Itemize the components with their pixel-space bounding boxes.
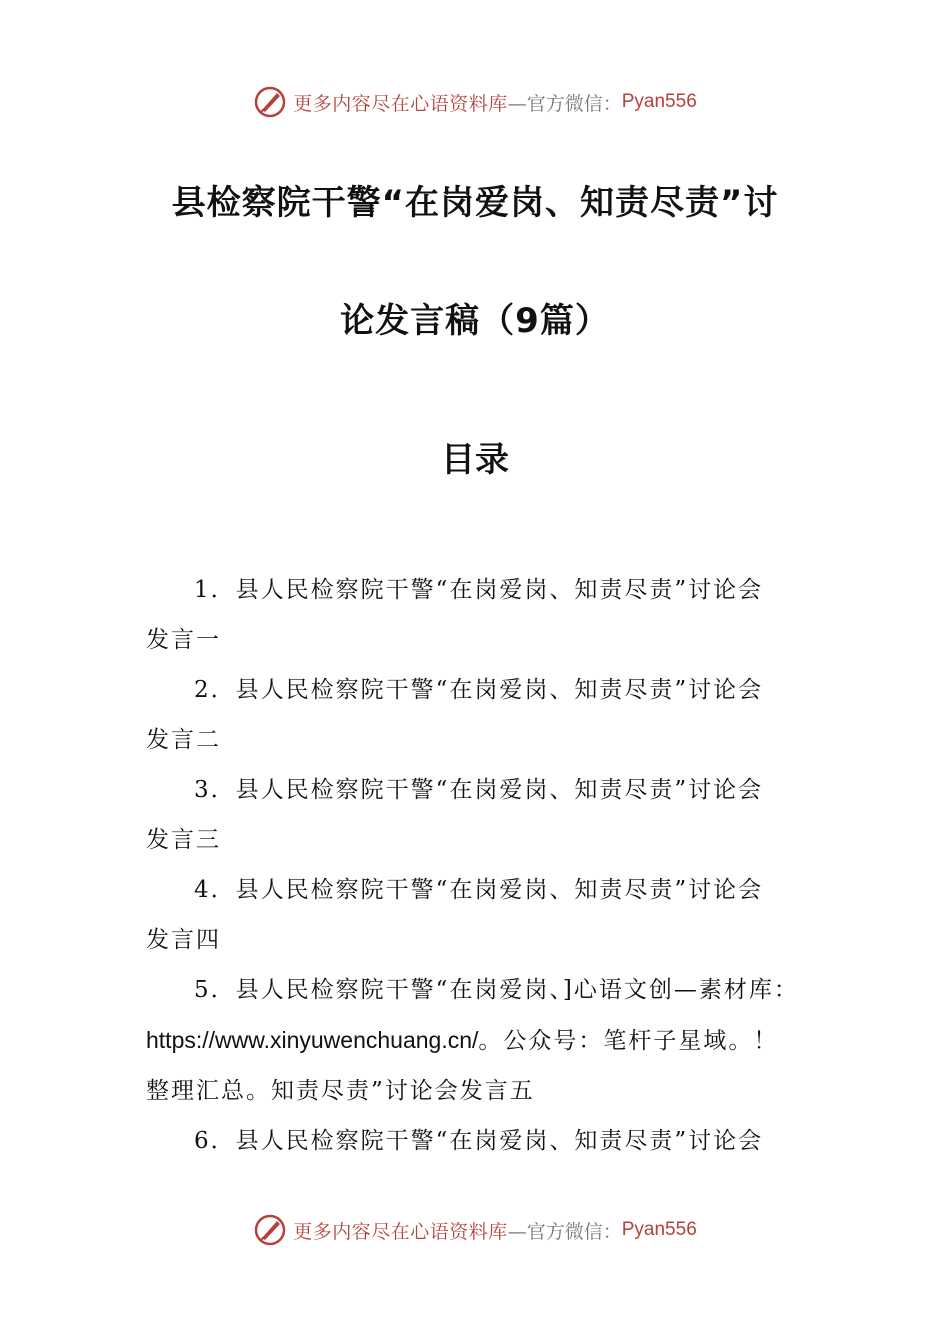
toc-heading: 目录 xyxy=(441,440,509,480)
header-watermark-banner xyxy=(0,82,950,122)
toc-item-2-cont: 发言二 xyxy=(146,727,221,753)
toc-item-4-cont: 发言四 xyxy=(146,927,221,953)
document-title-line-2: 论发言稿（9篇） xyxy=(340,301,610,341)
toc-item-6: 6．县人民检察院干警“在岗爱岗、知责尽责”讨论会 xyxy=(194,1128,764,1154)
toc-item-5: 5．县人民检察院干警“在岗爱岗、]心语文创—素材库： xyxy=(194,977,799,1003)
toc-item-1-cont: 发言一 xyxy=(146,627,221,653)
toc-item-3-cont: 发言三 xyxy=(146,827,221,853)
toc-item-5-cont: 整理汇总。知责尽责”讨论会发言五 xyxy=(146,1078,535,1104)
toc-item-5-url-line xyxy=(146,1015,836,1066)
toc-item-1: 1．县人民检察院干警“在岗爱岗、知责尽责”讨论会 xyxy=(194,577,764,603)
toc-item-3: 3．县人民检察院干警“在岗爱岗、知责尽责”讨论会 xyxy=(194,777,764,803)
quill-logo-icon xyxy=(253,85,287,119)
banner-brand-text: 更多内容尽在心语资料库 xyxy=(293,1220,508,1243)
toc-item-5-url-tail: 。公众号：笔杆子星域。！ xyxy=(478,1028,779,1054)
toc-item-5-url: https://www.xinyuwenchuang.cn/ xyxy=(146,1027,479,1053)
banner-separator-text: —官方微信： xyxy=(507,92,622,115)
toc-item-2: 2．县人民检察院干警“在岗爱岗、知责尽责”讨论会 xyxy=(194,677,764,703)
banner-separator-text: —官方微信： xyxy=(507,1220,622,1243)
banner-brand-text: 更多内容尽在心语资料库 xyxy=(293,92,508,115)
quill-logo-icon xyxy=(253,1213,287,1247)
table-of-contents xyxy=(146,565,836,1166)
banner-wechat-id: Pyan556 xyxy=(621,1219,697,1240)
banner-wechat-id: Pyan556 xyxy=(621,91,697,112)
toc-item-4: 4．县人民检察院干警“在岗爱岗、知责尽责”讨论会 xyxy=(194,877,764,903)
footer-watermark-banner xyxy=(0,1210,950,1250)
document-title-line-1: 县检察院干警“在岗爱岗、知责尽责”讨 xyxy=(171,183,779,223)
